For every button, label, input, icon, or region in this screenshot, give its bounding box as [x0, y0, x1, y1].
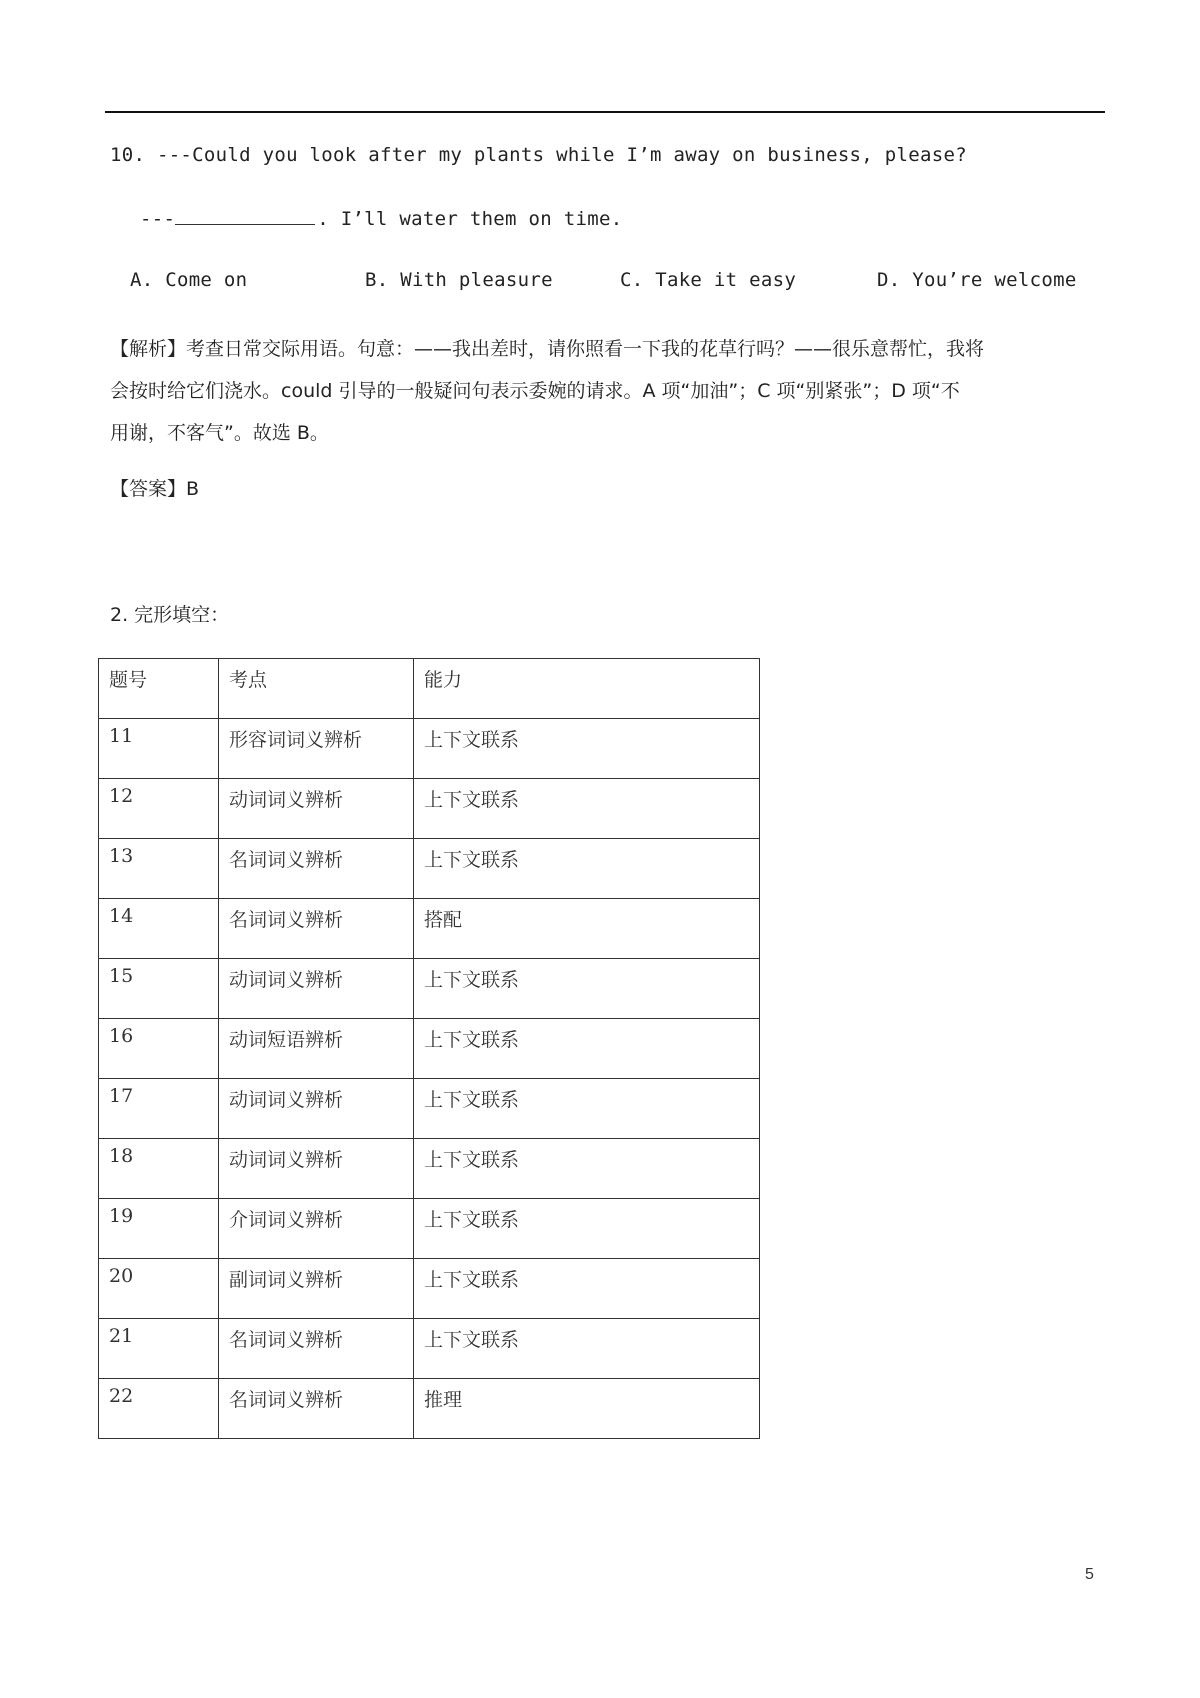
table-row [99, 1259, 760, 1319]
option-d: D. You’re welcome [877, 269, 1077, 291]
cell-skill: 推理 [414, 1379, 760, 1439]
cell-skill: 上下文联系 [414, 779, 760, 839]
cell-skill: 上下文联系 [414, 839, 760, 899]
answer-blank [175, 206, 315, 225]
cell-skill: 上下文联系 [414, 1199, 760, 1259]
cell-skill: 上下文联系 [414, 1019, 760, 1079]
table-row [99, 899, 760, 959]
question-text: 10. ---Could you look after my plants while I’m away on business, please? [110, 144, 967, 166]
cell-number: 12 [99, 779, 219, 839]
page-number: 5 [1085, 1566, 1094, 1583]
answer-line: 【答案】B [110, 478, 200, 500]
table-row [99, 1019, 760, 1079]
option-b: B. With pleasure [365, 269, 553, 291]
reply-suffix: . I’ll water them on time. [317, 208, 623, 230]
table-row [99, 779, 760, 839]
analysis-paragraph [110, 328, 1100, 454]
table-row [99, 959, 760, 1019]
header-cell-skill: 能力 [414, 659, 760, 719]
cell-skill: 上下文联系 [414, 719, 760, 779]
table [98, 658, 760, 1439]
cell-skill: 上下文联系 [414, 1079, 760, 1139]
cell-number: 15 [99, 959, 219, 1019]
table-row [99, 839, 760, 899]
question-reply [140, 206, 622, 230]
analysis-line-1: 【解析】考查日常交际用语。句意：——我出差时，请你照看一下我的花草行吗？——很乐意帮忙，我将 [110, 338, 985, 360]
cell-number: 20 [99, 1259, 219, 1319]
cell-topic: 动词词义辨析 [219, 1079, 414, 1139]
cell-topic: 名词词义辨析 [219, 1379, 414, 1439]
cell-number: 14 [99, 899, 219, 959]
cell-number: 19 [99, 1199, 219, 1259]
cell-topic: 名词词义辨析 [219, 899, 414, 959]
cell-topic: 名词词义辨析 [219, 1319, 414, 1379]
cell-topic: 动词短语辨析 [219, 1019, 414, 1079]
cell-topic: 名词词义辨析 [219, 839, 414, 899]
header-rule [105, 111, 1105, 113]
table-row [99, 1079, 760, 1139]
table-row [99, 1139, 760, 1199]
section-title: 2. 完形填空： [110, 604, 230, 626]
cell-topic: 动词词义辨析 [219, 779, 414, 839]
header-cell-number: 题号 [99, 659, 219, 719]
cell-number: 18 [99, 1139, 219, 1199]
cloze-analysis-table [98, 658, 760, 1439]
cell-topic: 形容词词义辨析 [219, 719, 414, 779]
header-cell-topic: 考点 [219, 659, 414, 719]
table-row [99, 1319, 760, 1379]
cell-skill: 上下文联系 [414, 1319, 760, 1379]
cell-number: 16 [99, 1019, 219, 1079]
cell-number: 22 [99, 1379, 219, 1439]
cell-skill: 搭配 [414, 899, 760, 959]
option-a: A. Come on [130, 269, 248, 291]
cell-topic: 介词词义辨析 [219, 1199, 414, 1259]
reply-prefix: --- [140, 208, 176, 230]
table-row [99, 1379, 760, 1439]
cell-skill: 上下文联系 [414, 959, 760, 1019]
table-row [99, 719, 760, 779]
cell-topic: 动词词义辨析 [219, 959, 414, 1019]
table-body [99, 659, 760, 1439]
table-header-row [99, 659, 760, 719]
cell-number: 11 [99, 719, 219, 779]
cell-topic: 动词词义辨析 [219, 1139, 414, 1199]
cell-skill: 上下文联系 [414, 1139, 760, 1199]
cell-number: 21 [99, 1319, 219, 1379]
cell-number: 13 [99, 839, 219, 899]
analysis-line-2: 会按时给它们浇水。could 引导的一般疑问句表示委婉的请求。A 项“加油”；C 项“别紧张”；D 项“不 [110, 380, 960, 402]
table-row [99, 1199, 760, 1259]
cell-topic: 副词词义辨析 [219, 1259, 414, 1319]
analysis-line-3: 用谢，不客气”。故选 B。 [110, 422, 329, 444]
cell-skill: 上下文联系 [414, 1259, 760, 1319]
option-c: C. Take it easy [620, 269, 797, 291]
cell-number: 17 [99, 1079, 219, 1139]
